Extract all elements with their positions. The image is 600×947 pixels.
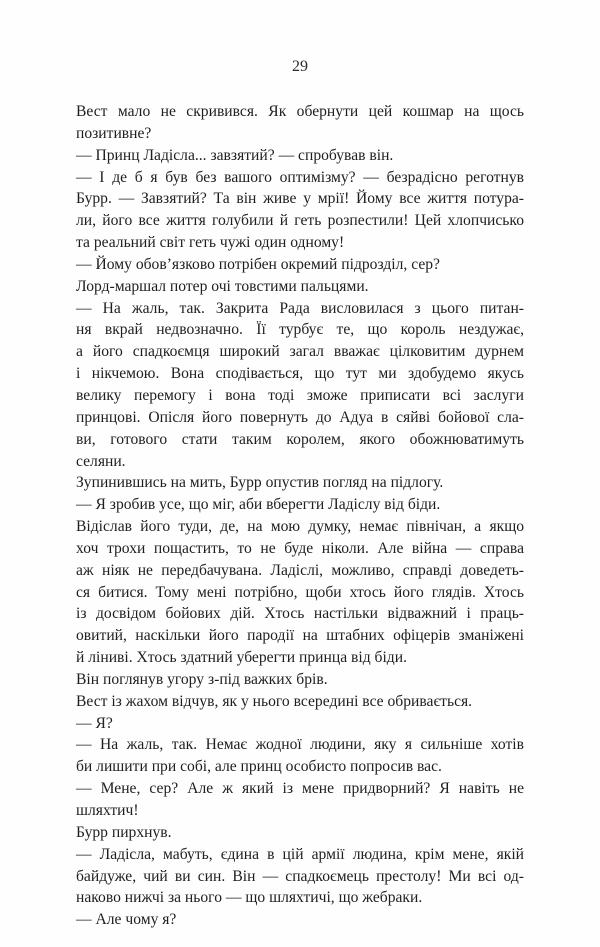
text-line: позитивне?	[76, 124, 152, 142]
text-line: Зупинившись на мить, Бурр опустив погляд на підлогу.	[76, 474, 444, 492]
text-line: та реальний світ геть чужі один одному!	[76, 234, 345, 252]
text-line: Вест із жахом відчув, як у нього всередині все обривається.	[76, 692, 473, 710]
text-line: селяни.	[76, 452, 126, 470]
text-line: принцові. Опісля його повернуть до Адуа в сяйві бойової сла-	[76, 408, 524, 426]
text-line: а його спадкоємця широкий загал вважає цілковитим дурнем	[76, 343, 524, 361]
text-line: аж ніяк не передбачувана. Ладіслі, можливо, справді доведеть-	[76, 561, 524, 579]
text-line: Бурр пирхнув.	[76, 823, 172, 841]
text-line: овитий, наскільки його пародії на штабних офіцерів зманіжені	[76, 627, 524, 645]
text-line: шляхтич!	[76, 802, 139, 819]
text-line: — І де б я був без вашого оптимізму? — безрадісно реготнув	[76, 168, 524, 186]
text-line: Він поглянув угору з-під важких брів.	[76, 670, 328, 688]
text-line: — Ладісла, мабуть, єдина в цій армії людина, крім мене, якій	[76, 845, 524, 863]
body-text	[76, 101, 524, 931]
text-line: Лорд-маршал потер очі товстими пальцями.	[76, 277, 369, 295]
text-line: — Я?	[76, 714, 113, 732]
page-number: 29	[292, 58, 308, 75]
text-line: ви, готового стати таким королем, якого обожнюватимуть	[76, 430, 524, 448]
text-line: — Мене, сер? Але ж який із мене придворний? Я навіть не	[76, 780, 524, 798]
text-line: Відіслав його туди, де, на мою думку, немає північан, а якщо	[76, 518, 524, 536]
text-line: й ліниві. Хтось здатний уберегти принца від біди.	[76, 649, 407, 667]
text-line: хоч трохи пощастить, то не буде ніколи. Але війна — справа	[76, 539, 524, 557]
text-line: ся битися. Тому мені потрібно, щоби хтось його глядів. Хтось	[76, 583, 524, 601]
text-line: — Я зробив усе, що міг, аби вберегти Ладіслу від біди.	[76, 496, 441, 514]
text-line: Бурр. — Завзятий? Та він живе у мрії! Йому все життя потура-	[76, 190, 524, 208]
text-line: — Але чому я?	[76, 911, 177, 929]
text-line: наково нижчі за нього — що шляхтичі, що жебраки.	[76, 889, 423, 907]
text-line: — Йому обов’язково потрібен окремий підрозділ, сер?	[76, 255, 440, 273]
text-line: — На жаль, так. Немає жодної людини, яку я сильніше хотів	[76, 736, 524, 754]
text-line: велику перемогу і вона тоді зможе приписати всі заслуги	[76, 386, 524, 404]
text-line: і нікчемою. Вона сподівається, що тут ми здобудемо якусь	[76, 365, 524, 383]
text-line: Вест мало не скривився. Як обернути цей кошмар на щось	[76, 103, 524, 120]
text-line: би лишити при собі, але принц особисто попросив вас.	[76, 758, 442, 776]
text-line: із досвідом бойових дій. Хтось настільки відважний і праць-	[76, 605, 524, 623]
text-line: байдуже, чий ви син. Він — спадкоємець престолу! Ми всі од-	[76, 867, 524, 885]
text-line: — На жаль, так. Закрита Рада висловилася з цього питан-	[76, 299, 524, 317]
text-line: ня вкрай недвозначно. Її турбує те, що король нездужає,	[76, 321, 524, 339]
text-line: — Принц Ладісла... завзятий? — спробував він.	[76, 146, 394, 164]
text-line: ли, його все життя голубили й геть розпестили! Цей хлопчисько	[76, 212, 524, 230]
